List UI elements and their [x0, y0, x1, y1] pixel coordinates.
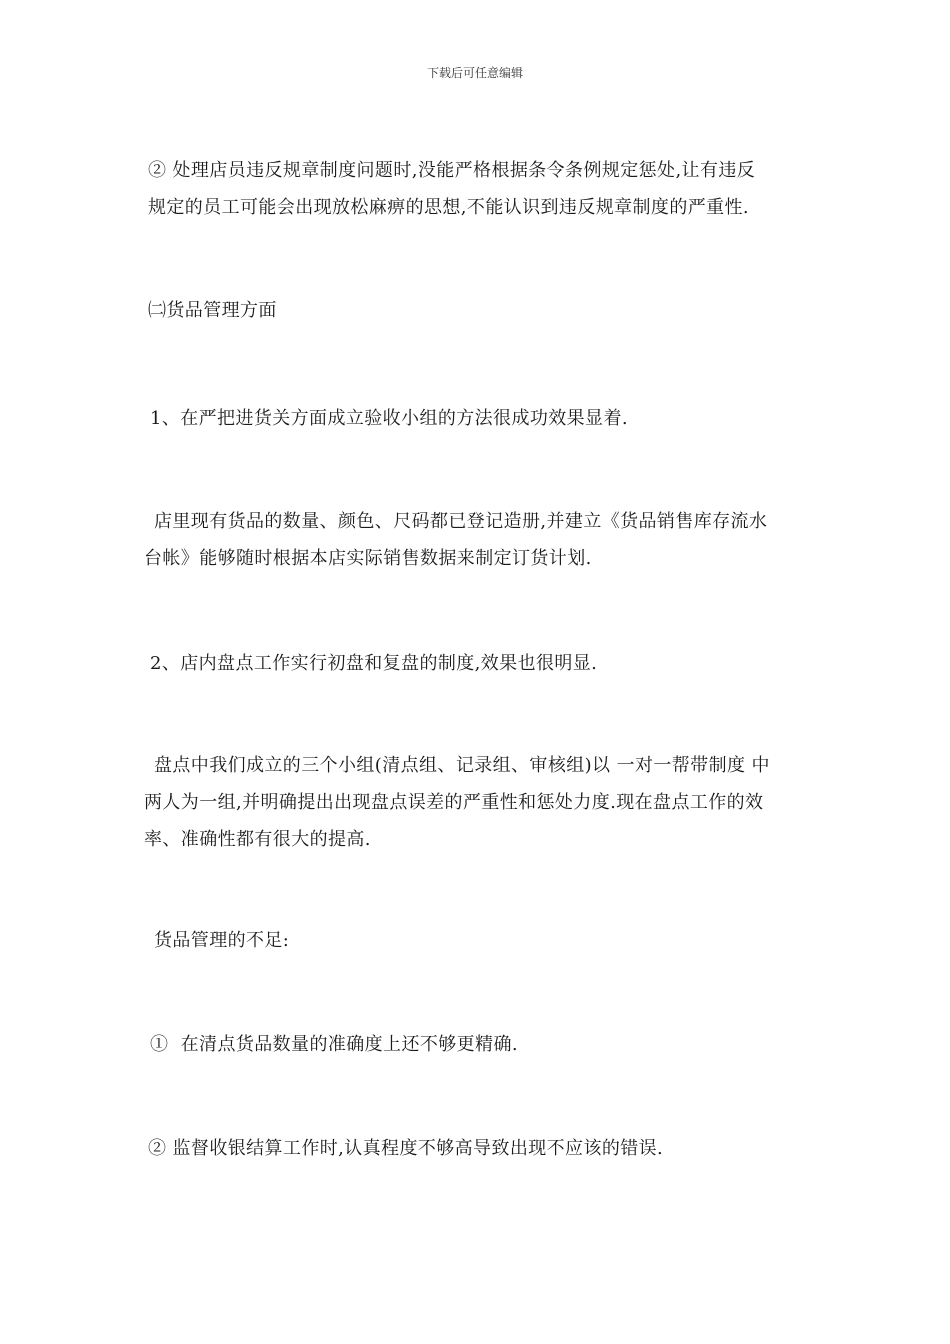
- paragraph-discipline-issue: ② 处理店员违反规章制度问题时,没能严格根据条令条例规定惩处,让有违反 规定的员工可能会出现放松麻痹的思想,不能认识到违反规章制度的严重性.: [148, 160, 756, 218]
- paragraph-shortcoming-1: ① 在清点货品数量的准确度上还不够更精确.: [150, 1034, 518, 1055]
- paragraph-shortcoming-2: ② 监督收银结算工作时,认真程度不够高导致出现不应该的错误.: [148, 1138, 664, 1159]
- paragraph-stocktake-groups: 盘点中我们成立的三个小组(清点组、记录组、审核组)以 一对一帮带制度 中 两人为一组,并明确提出出现盘点误差的严重性和惩处力度.现在盘点工作的效 率、准确性都有很大的提高.: [144, 755, 770, 850]
- paragraph-item-2: 2、店内盘点工作实行初盘和复盘的制度,效果也很明显.: [150, 653, 598, 674]
- section-heading-goods-management: ㈡货品管理方面: [148, 300, 277, 321]
- paragraph-shortcomings-heading: 货品管理的不足:: [154, 930, 290, 951]
- page-header: 下载后可任意编辑: [426, 66, 523, 80]
- paragraph-inventory-register: 店里现有货品的数量、颜色、尺码都已登记造册,并建立《货品销售库存流水 台帐》能够随时根据本店实际销售数据来制定订货计划.: [144, 511, 768, 569]
- paragraph-item-1: 1、在严把进货关方面成立验收小组的方法很成功效果显着.: [150, 408, 628, 429]
